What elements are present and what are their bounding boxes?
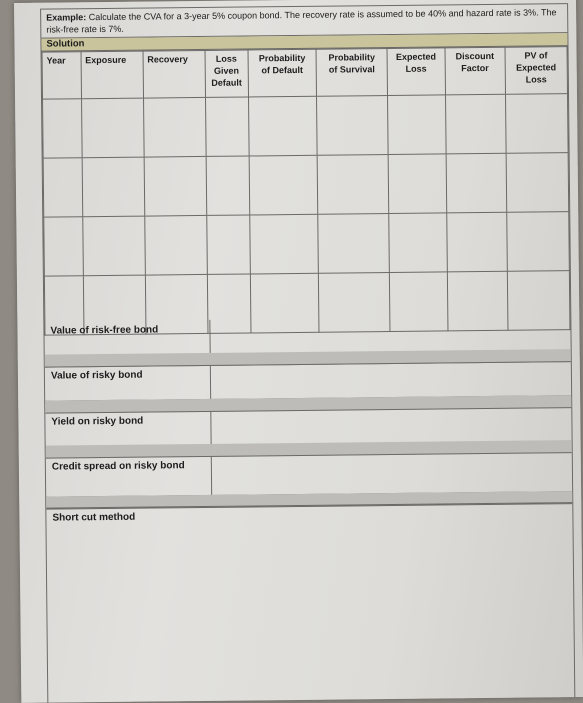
table-cell[interactable] [506,153,569,213]
column-header-line: of Default [261,64,304,76]
table-cell[interactable] [446,153,507,213]
column-header-line: Probability [328,52,376,63]
table-cell[interactable] [206,156,249,215]
summary-value-cell[interactable] [211,407,571,445]
table-cell[interactable] [388,154,446,214]
problem-text: Calculate the CVA for a 3-year 5% coupon bond. The recovery rate is assumed to be 40% and hazard rate is 3%. The risk-free rate is 7%. [46,7,557,35]
column-header-line: Loss [405,63,427,74]
table-cell[interactable] [44,217,83,276]
column-header-line: Discount [455,50,495,62]
table-cell[interactable] [317,155,388,215]
table-cell[interactable] [144,156,207,216]
table-cell[interactable] [82,157,145,217]
column-header-line: Probability [258,52,306,64]
worksheet [40,3,575,702]
worksheet-paper [14,0,583,703]
column-header [316,49,387,97]
solution-header: Solution [41,33,567,52]
column-header-line: Expected [395,51,437,62]
column-header-line: Exposure [85,54,127,66]
cva-table [42,46,571,335]
table-row [43,153,569,217]
column-header [81,51,144,99]
problem-label: Example: [46,12,87,23]
column-header [505,47,568,95]
summary-value-cell[interactable] [211,361,571,399]
table-cell[interactable] [207,215,250,274]
column-header-line: Factor [461,62,489,74]
column-header-line: Loss [215,53,237,64]
column-header-line: Expected [516,62,557,73]
table-cell[interactable] [387,95,445,155]
table-cell[interactable] [248,96,317,156]
table-cell[interactable] [144,215,207,275]
table-cell[interactable] [317,96,388,156]
column-header-line: Recovery [147,54,188,65]
column-header-line: PV of [524,50,548,61]
column-header [143,50,206,98]
table-row [43,94,569,158]
table-cell[interactable] [249,214,318,274]
table-header-row [42,47,567,99]
table-cell[interactable] [43,99,82,158]
table-cell[interactable] [505,94,568,154]
table-cell[interactable] [205,97,248,156]
table-cell[interactable] [445,94,506,154]
column-header [42,52,81,99]
column-header [445,47,505,95]
table-body [43,94,570,335]
table-row [44,212,570,276]
summary-row [46,452,572,498]
short-cut-label: Short cut method [52,511,136,524]
summary-value-cell[interactable] [212,452,572,495]
table-cell[interactable] [81,98,144,158]
table-cell[interactable] [143,97,206,157]
table-cell[interactable] [82,216,145,276]
table-cell[interactable] [249,155,318,215]
table-cell[interactable] [318,214,389,274]
column-header-line: Given [213,65,240,76]
column-header [205,50,248,97]
column-header-line: of Survival [328,64,375,75]
table-cell[interactable] [507,212,570,272]
summary-label: Value of risk-free bond [44,320,210,367]
summary-label: Value of risky bond [45,365,211,401]
column-header [248,49,317,97]
table-cell[interactable] [389,213,447,273]
column-header-line: Loss [525,74,547,85]
table-cell[interactable] [447,212,508,272]
short-cut-section[interactable] [46,502,574,702]
column-header [387,48,445,96]
summary-label: Credit spread on risky bond [46,456,212,497]
column-header-line: Year [46,55,66,66]
table-cell[interactable] [43,158,82,217]
summary-label: Yield on risky bond [45,411,211,447]
column-header-line: Default [211,77,242,88]
